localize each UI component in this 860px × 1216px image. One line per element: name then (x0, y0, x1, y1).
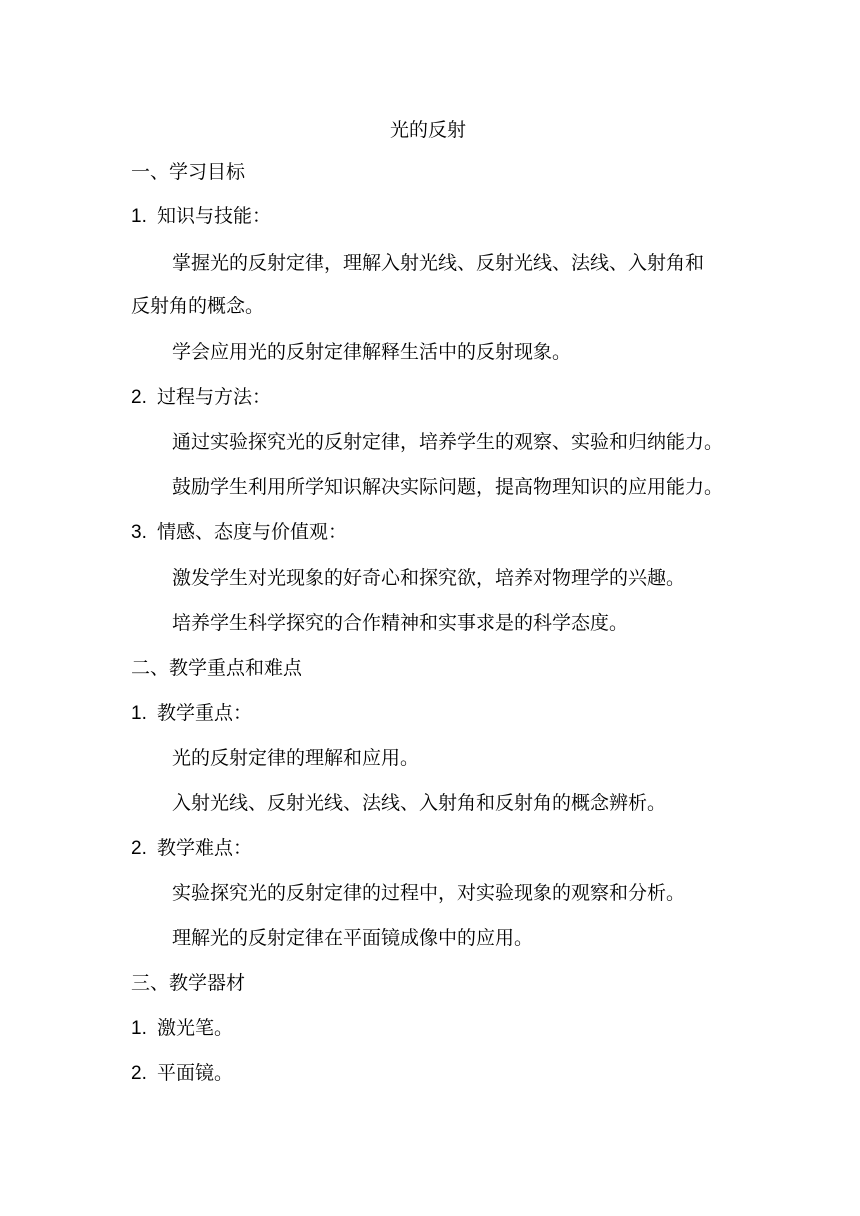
paragraph-line: 培养学生科学探究的合作精神和实事求是的科学态度。 (172, 612, 629, 634)
item-number: 2. (131, 387, 147, 408)
item-label: 情感、态度与价值观： (157, 521, 348, 543)
item-number: 1. (131, 1018, 147, 1039)
list-item-process-method (131, 385, 271, 410)
paragraph-continuation: 反射角的概念。 (131, 295, 265, 317)
list-item-difficulty (131, 836, 252, 861)
paragraph-line: 通过实验探究光的反射定律，培养学生的观察、实验和归纳能力。 (172, 431, 724, 453)
item-label: 平面镜。 (157, 1062, 234, 1084)
paragraph-line: 激发学生对光现象的好奇心和探究欲，培养对物理学的兴趣。 (172, 567, 686, 589)
list-item-knowledge-skills (131, 204, 271, 229)
list-item-key-point (131, 701, 252, 726)
item-label: 教学重点： (157, 702, 253, 724)
list-item-laser-pen (131, 1016, 233, 1041)
paragraph-line: 掌握光的反射定律，理解入射光线、反射光线、法线、入射角和 (172, 252, 705, 274)
section-heading-equipment: 三、教学器材 (131, 972, 246, 994)
paragraph-line: 光的反射定律的理解和应用。 (172, 747, 420, 769)
item-number: 3. (131, 522, 147, 543)
list-item-plane-mirror (131, 1061, 233, 1086)
paragraph-line: 入射光线、反射光线、法线、入射角和反射角的概念辨析。 (172, 792, 667, 814)
item-number: 2. (131, 838, 147, 859)
item-label: 知识与技能： (157, 205, 272, 227)
paragraph-line: 实验探究光的反射定律的过程中，对实验现象的观察和分析。 (172, 882, 686, 904)
item-number: 1. (131, 206, 147, 227)
item-label: 过程与方法： (157, 386, 272, 408)
item-label: 教学难点： (157, 837, 253, 859)
section-heading-objectives: 一、学习目标 (131, 161, 246, 183)
list-item-attitude-values (131, 520, 347, 545)
paragraph-line: 学会应用光的反射定律解释生活中的反射现象。 (172, 341, 572, 363)
item-label: 激光笔。 (157, 1017, 234, 1039)
paragraph-line: 理解光的反射定律在平面镜成像中的应用。 (172, 927, 534, 949)
item-number: 2. (131, 1063, 147, 1084)
paragraph-line: 鼓励学生利用所学知识解决实际问题，提高物理知识的应用能力。 (172, 476, 724, 498)
item-number: 1. (131, 703, 147, 724)
document-title: 光的反射 (390, 119, 467, 141)
section-heading-key-points: 二、教学重点和难点 (131, 657, 303, 679)
